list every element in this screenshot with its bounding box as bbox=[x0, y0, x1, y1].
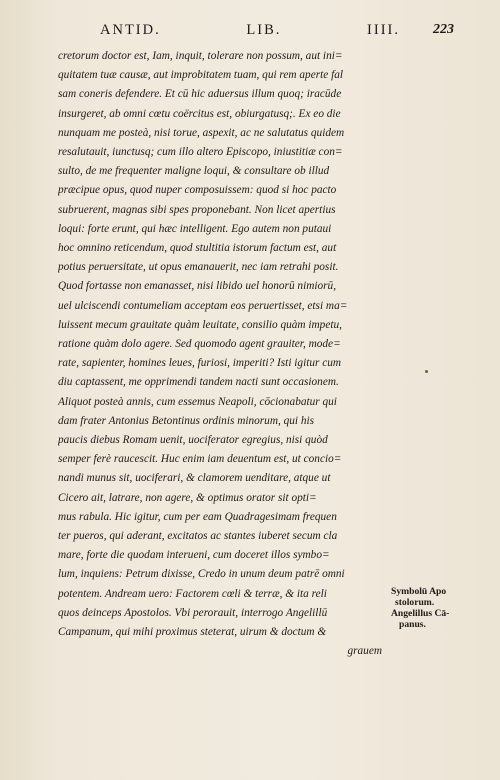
text-line: quos deinceps Apostolos. Vbi perorauit, interrogo Angelillū bbox=[58, 606, 328, 619]
text-line: ter pueros, qui aderant, excitatos ac stantes iuberet secum cla bbox=[58, 530, 338, 543]
text-line: sulto, de me frequenter maligne loqui, & consultare ob illud bbox=[58, 165, 330, 178]
marginal-note-line: Angelillus Cā- bbox=[391, 608, 450, 619]
text-line: potentem. Andream uero: Factorem cœli & terræ, & ita reli bbox=[58, 587, 327, 600]
page-number: 223 bbox=[433, 22, 454, 37]
text-line: subruerent, magnas sibi spes proponebant. Non licet apertius bbox=[58, 203, 336, 216]
text-line: insurgeret, ab omni cœtu coërcitus est, obiurgatusq;. Ex eo die bbox=[58, 107, 341, 120]
text-line: diu captassent, me opprimendi tandem nacti sunt occasionem. bbox=[58, 376, 339, 389]
text-line: luissent mecum grauitate quàm leuitate, consilio quàm impetu, bbox=[58, 318, 342, 331]
ink-speck bbox=[425, 370, 428, 373]
running-head-right: IIII. bbox=[367, 22, 400, 38]
text-line: uel ulciscendi contumeliam acceptam eos peruertisset, etsi ma= bbox=[58, 299, 348, 312]
text-line: præcipue opus, quod nuper composuissem: quod si hoc pacto bbox=[58, 184, 337, 197]
running-head-left: ANTID. bbox=[100, 22, 161, 38]
text-line: paucis diebus Romam uenit, uociferator egregius, nisi quòd bbox=[58, 434, 328, 447]
text-line: loqui: forte erunt, qui hæc intelligent. Ego autem non putaui bbox=[58, 222, 332, 235]
marginal-note-symbolum bbox=[391, 586, 496, 608]
text-block bbox=[58, 47, 388, 662]
text-line: potius peruersitate, ut opus emanauerit, nec iam retrahi posit. bbox=[58, 261, 339, 274]
text-line: Quod fortasse non emanasset, nisi libido uel honorū nimiorū, bbox=[58, 280, 337, 293]
text-line: dam frater Antonius Betontinus ordinis minorum, qui his bbox=[58, 414, 315, 427]
text-line: mare, forte die quodam interueni, cum doceret illos symbo= bbox=[58, 549, 330, 562]
text-line: resalutauit, iunctusq; cum illo altero Episcopo, iniustitiæ con= bbox=[58, 146, 343, 159]
running-head bbox=[100, 22, 400, 39]
text-line: quitatem tuæ causæ, aut improbitatem tuam, qui rem aperte fal bbox=[58, 69, 344, 82]
marginal-note-line: stolorum. bbox=[395, 597, 435, 608]
marginal-note-line: panus. bbox=[399, 619, 426, 630]
running-head-center: LIB. bbox=[246, 22, 282, 38]
text-line: lum, inquiens: Petrum dixisse, Credo in unum deum patrē omni bbox=[58, 568, 345, 581]
marginal-note-angelillus bbox=[391, 608, 496, 630]
text-line: Cicero ait, latrare, non agere, & optimus orator sit opti= bbox=[58, 491, 317, 504]
text-line: sam coneris defendere. Et cū hic aduersus illum quoq; iracūde bbox=[58, 88, 342, 101]
marginal-note-line: Symbolū Apo bbox=[391, 586, 447, 597]
text-line: nandi munus sit, uociferari, & clamorem uenditare, atque ut bbox=[58, 472, 331, 485]
text-line: rate, sapienter, homines leues, furiosi, imperiti? Isti igitur cum bbox=[58, 357, 342, 370]
catchword: grauem bbox=[347, 645, 382, 658]
text-line: Campanum, qui mihi proximus steterat, uirum & doctum & bbox=[58, 626, 327, 639]
text-line: semper ferè raucescit. Huc enim iam deuentum est, ut concio= bbox=[58, 453, 342, 466]
text-line: ratione quàm dolo agere. Sed quomodo agent grauiter, mode= bbox=[58, 338, 341, 351]
text-line: Aliquot posteà annis, cum essemus Neapoli, cōcionabatur qui bbox=[58, 395, 337, 408]
text-line: cretorum doctor est, Iam, inquit, tolerare non possum, aut ini= bbox=[58, 50, 343, 62]
text-line: nunquam me posteà, nisi torue, aspexit, ac ne salutatus quidem bbox=[58, 126, 345, 139]
text-line: hoc omnino reticendum, quod stultitia istorum factum est, aut bbox=[58, 242, 337, 255]
text-line: mus rabula. Hic igitur, cum per eam Quadragesimam frequen bbox=[58, 510, 337, 523]
